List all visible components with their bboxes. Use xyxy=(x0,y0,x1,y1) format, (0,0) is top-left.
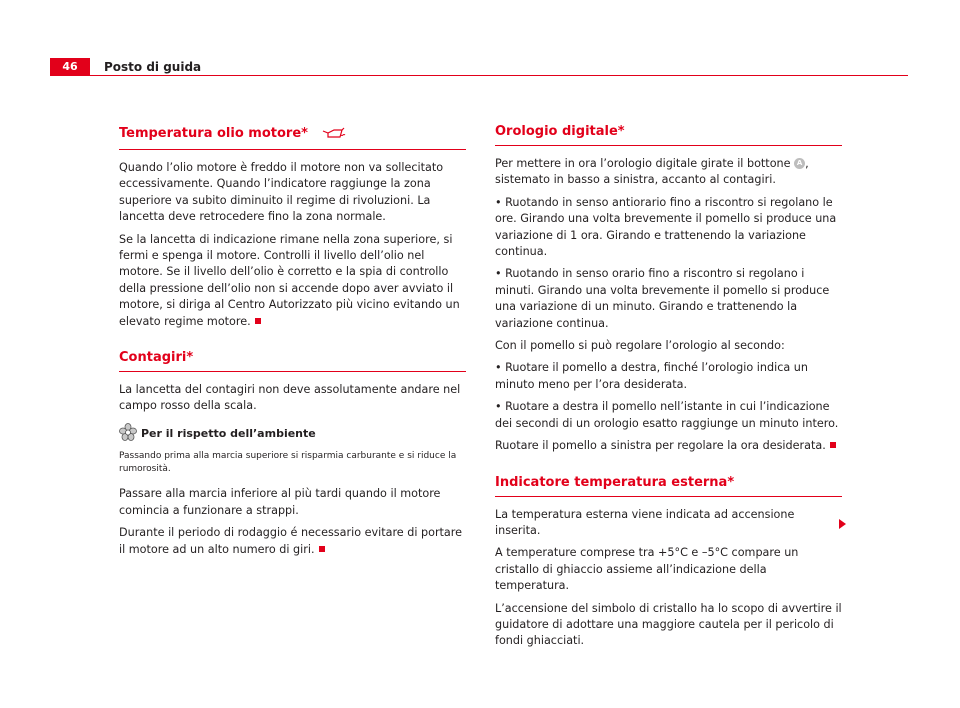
rev-paragraph-1: La lancetta del contagiri non deve assolutamente andare nel campo rosso della scala. xyxy=(119,383,461,413)
oil-paragraph-2 xyxy=(119,232,466,330)
rev-paragraph-3 xyxy=(119,525,466,558)
page-header-title: Posto di guida xyxy=(104,60,202,74)
section-end-marker xyxy=(319,546,325,552)
oil-paragraph-1: Quando l’olio motore è freddo il motore non va sollecitato eccessivamente. Quando l’indicatore raggiunge la zona superiore va subito diminuito il regime di rivoluzioni. La lancetta deve retrocedere fino la zona normale. xyxy=(119,161,444,224)
section-end-marker xyxy=(830,442,836,448)
environment-note-text: Passando prima alla marcia superiore si risparmia carburante e si riduce la rumorosità. xyxy=(119,451,457,475)
clock-paragraph-3 xyxy=(495,438,842,454)
left-column xyxy=(119,126,466,564)
environment-note-heading xyxy=(119,423,466,446)
oil-temperature-icon xyxy=(322,127,346,144)
rev-paragraph-2: Passare alla marcia inferiore al più tardi quando il motore comincia a funzionare a strappi. xyxy=(119,487,441,517)
header-divider xyxy=(50,75,908,76)
environment-flower-icon xyxy=(119,423,137,446)
clock-paragraph-2: Con il pomello si può regolare l’orologio al secondo: xyxy=(495,339,785,353)
clock-bullet-2: • Ruotando in senso orario fino a riscontro si regolano i minuti. Girando una volta brevemente il pomello si produce una variazione di un minuto. Girando e trattenendo la variazione continua. xyxy=(495,267,830,330)
clock-bullet-1: • Ruotando in senso antiorario fino a riscontro si regolano le ore. Girando una volta brevemente il pomello si produce una variazione di 1 ora. Girando e trattenendo la variazione continua. xyxy=(495,195,837,259)
continue-arrow-icon xyxy=(839,519,846,529)
external-temperature-heading: Indicatore temperatura esterna* xyxy=(495,475,842,497)
clock-bullet-3: • Ruotare il pomello a destra, finché l’orologio indica un minuto meno per l’ora desiderata. xyxy=(495,361,808,391)
button-a-reference-icon: A xyxy=(794,158,805,169)
clock-p1-after: , sistemato in basso a sinistra, accanto al contagiri. xyxy=(495,157,809,187)
ext-paragraph-3: L’accensione del simbolo di cristallo ha lo scopo di avvertire il guidatore di adottare una maggiore cautela per il pericolo di fondi ghiacciati. xyxy=(495,601,842,648)
ext-paragraph-1: La temperatura esterna viene indicata ad accensione inserita. xyxy=(495,507,795,537)
clock-bullet-4: • Ruotare a destra il pomello nell’istante in cui l’indicazione dei secondi di un orologio esatto raggiunge un minuto intero. xyxy=(495,400,839,430)
oil-temperature-heading xyxy=(119,126,466,150)
page-number: 46 xyxy=(50,58,90,76)
section-end-marker xyxy=(255,318,261,324)
digital-clock-heading: Orologio digitale* xyxy=(495,124,842,146)
oil-paragraph-2-text: Se la lancetta di indicazione rimane nella zona superiore, si fermi e spenga il motore. Controlli il livello dell’olio nel motore. Se il livello dell’olio è corretto e la spia di controllo della pressione dell’olio non si accende dopo aver avviato il motore, si diriga al Centro Autorizzato più vicino evitando un elevato regime motore. xyxy=(119,232,460,328)
rev-paragraph-3-text: Durante il periodo di rodaggio é necessario evitare di portare il motore ad un alto numero di giri. xyxy=(119,526,463,556)
oil-temperature-title: Temperatura olio motore* xyxy=(119,126,308,141)
clock-paragraph-3-text: Ruotare il pomello a sinistra per regolare la ora desiderata. xyxy=(495,439,826,453)
clock-p1-before: Per mettere in ora l’orologio digitale girate il bottone xyxy=(495,157,791,170)
rev-counter-heading: Contagiri* xyxy=(119,350,466,372)
environment-note-label: Per il rispetto dell’ambiente xyxy=(141,427,316,441)
ext-paragraph-2: A temperature comprese tra +5°C e –5°C compare un cristallo di ghiaccio assieme all’indicazione della temperatura. xyxy=(495,546,799,593)
right-column xyxy=(495,124,842,656)
clock-paragraph-1 xyxy=(495,156,842,189)
